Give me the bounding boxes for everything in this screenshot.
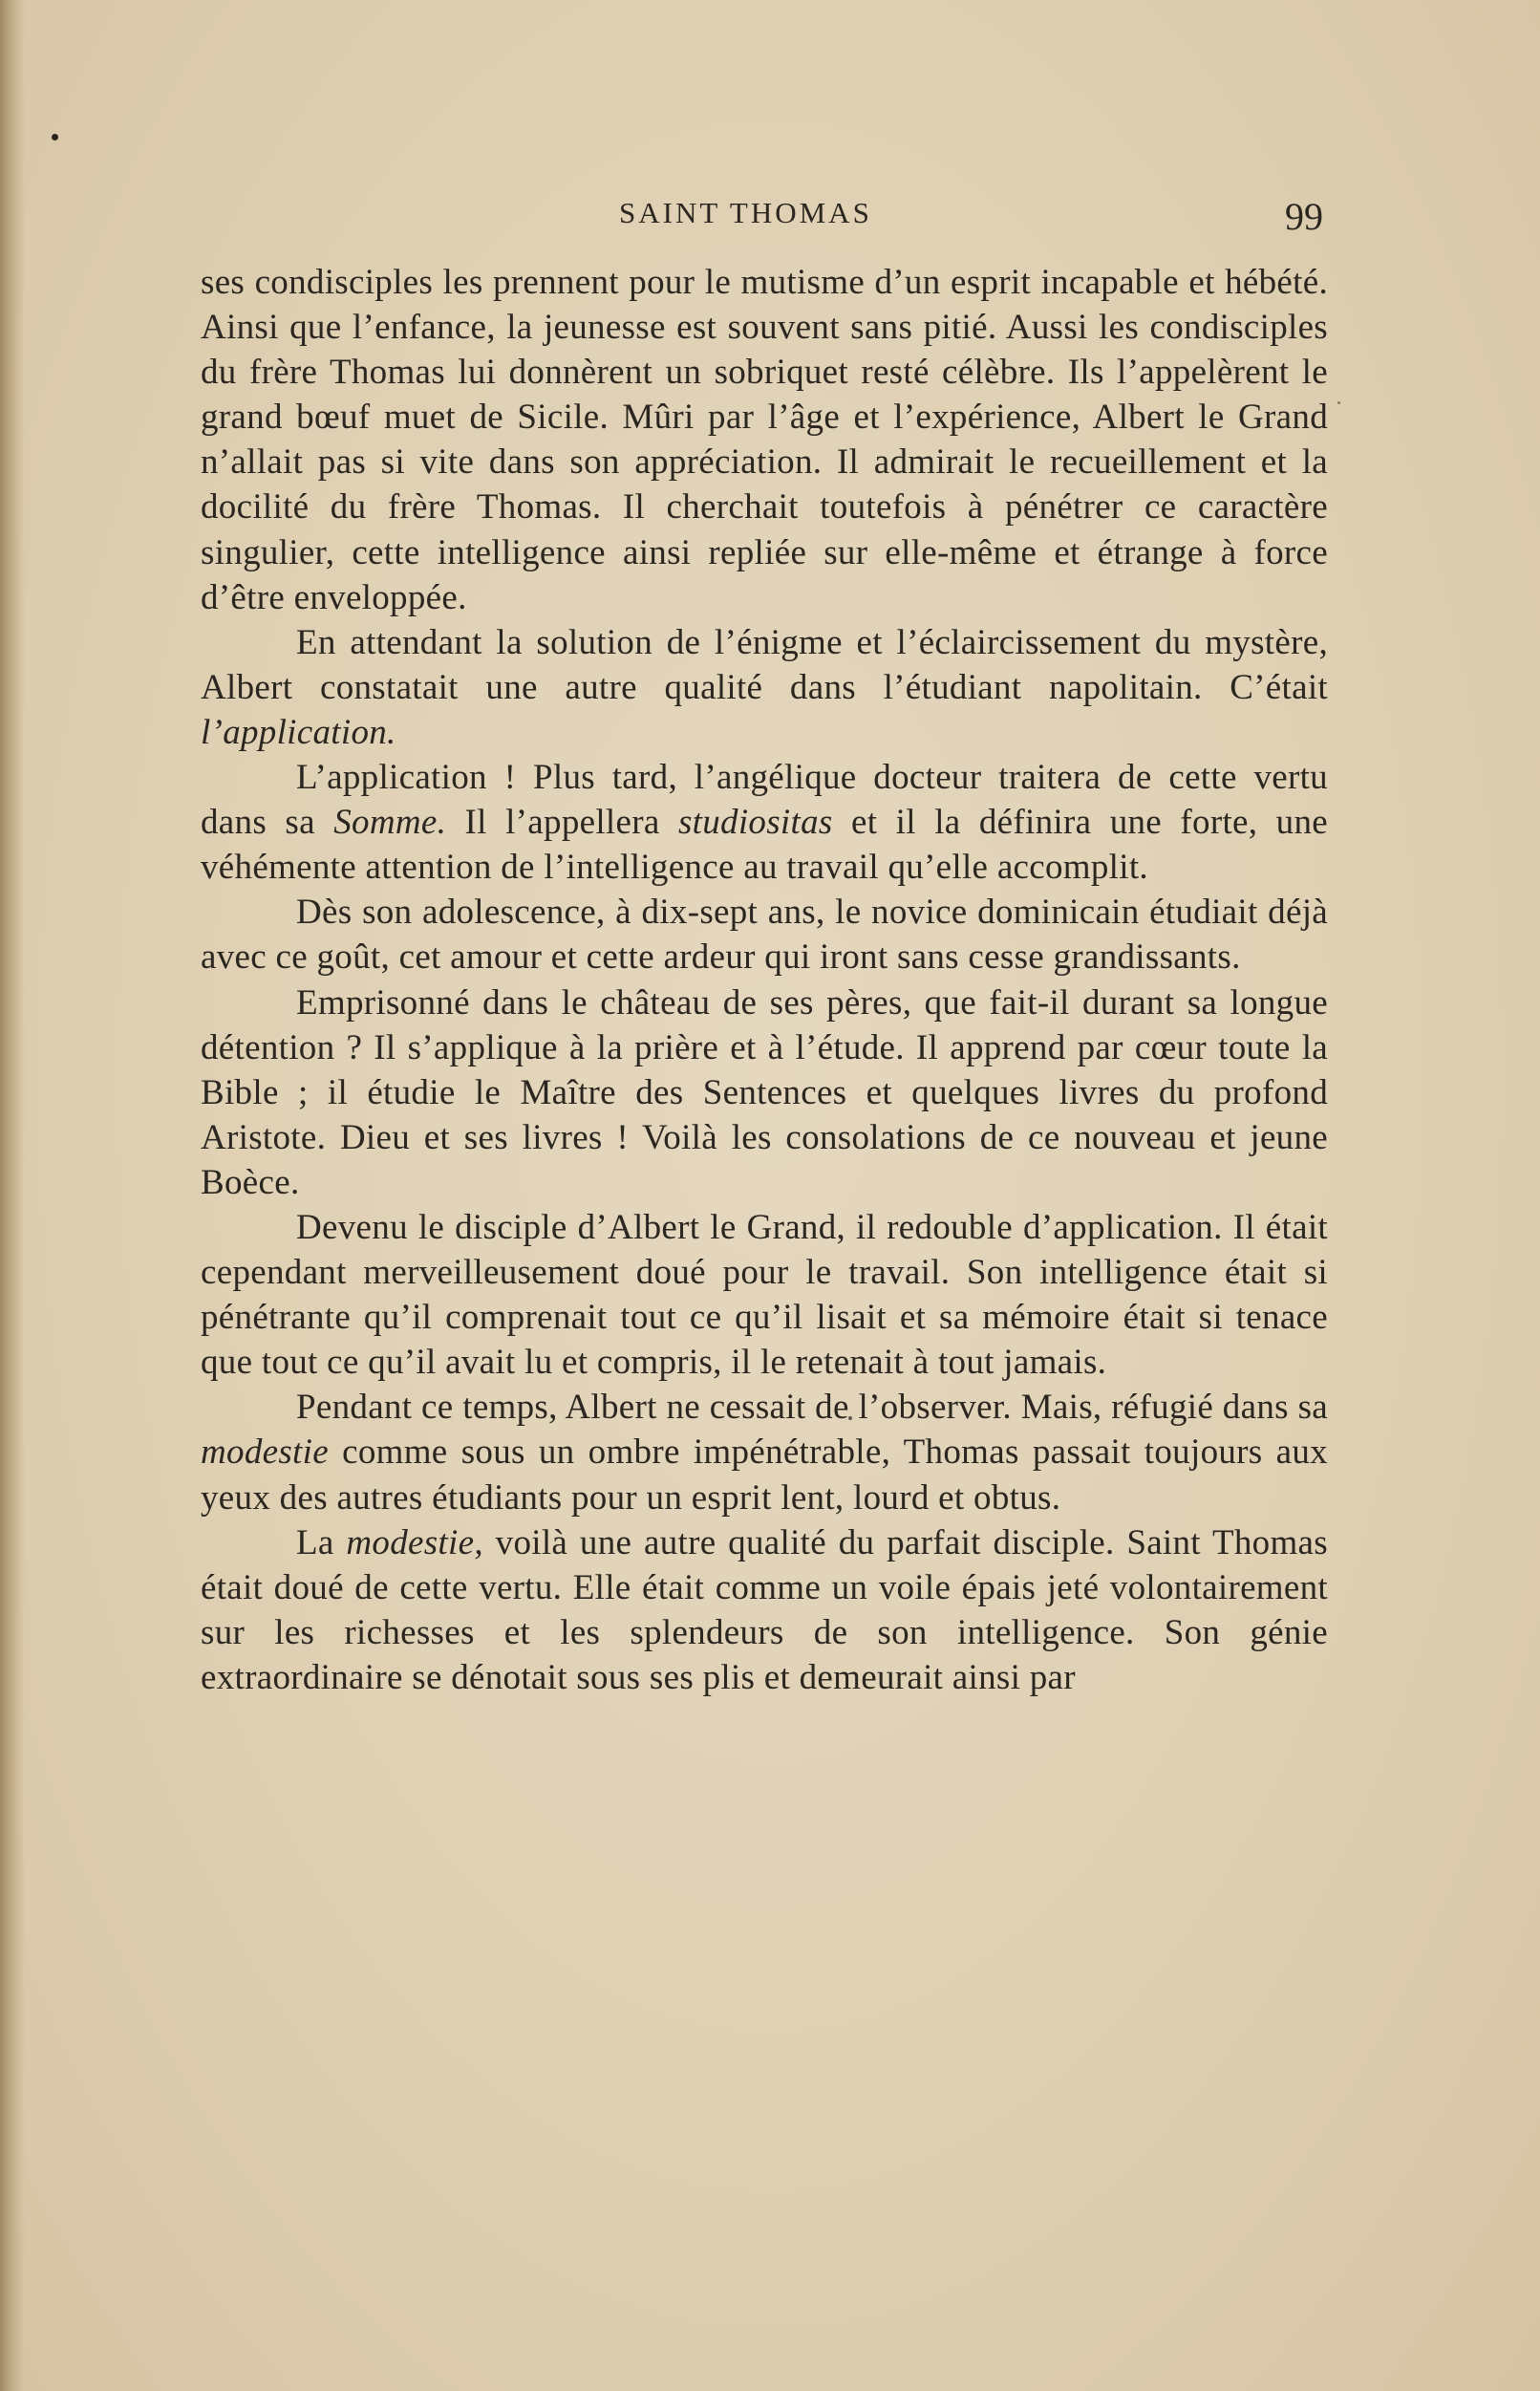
running-title: SAINT THOMAS <box>619 196 872 229</box>
paragraph <box>201 260 1328 620</box>
paragraph-text: L’application ! Plus tard, l’angélique docteur traitera de cette vertu dans sa <box>201 758 1328 843</box>
page-spine-shadow <box>0 0 25 2391</box>
paragraph-text: Il l’appellera <box>446 803 678 843</box>
paragraph <box>201 980 1328 1205</box>
italic-text: studiositas <box>677 803 833 843</box>
ink-speck <box>1337 401 1340 404</box>
paragraph-text: Pendant ce temps, Albert ne cessait de l’observer. Mais, réfugié dans sa <box>296 1388 1328 1428</box>
paragraph <box>201 1520 1328 1700</box>
paragraph <box>201 1385 1328 1519</box>
paragraph <box>201 890 1328 980</box>
italic-text: modestie, <box>346 1522 483 1562</box>
body-text <box>201 260 1328 1700</box>
paragraph-text: et il la définira une forte, une véhémente attention de l’intelligence au travail qu’elle accomplit. <box>201 803 1329 888</box>
paragraph-text: comme sous un ombre impénétrable, Thomas passait toujours aux yeux des autres étudiants pour un esprit lent, lourd et obtus. <box>201 1432 1328 1518</box>
ink-speck <box>52 134 58 140</box>
paragraph-text: En attendant la solution de l’énigme et l’éclaircissement du mystère, Albert constatait une autre qualité dans l’étudiant napolitain. C’était <box>201 622 1328 707</box>
paragraph <box>201 620 1328 755</box>
page-number: 99 <box>1285 195 1323 238</box>
paragraph-text: La <box>296 1522 347 1562</box>
paragraph <box>201 1205 1328 1385</box>
paragraph-text: Emprisonné dans le château de ses pères, que fait-il durant sa longue détention ? Il s’applique à la prière et à l’étude. Il apprend par cœur toute la Bible ; il étudie le Maître des Sentences et quelques livres du profond Aristote. Dieu et ses livres ! Voilà les consolations de ce nouveau et jeune Boèce. <box>201 982 1328 1202</box>
italic-text: l’application. <box>201 712 396 752</box>
paragraph-text: ses condisciples les prennent pour le mutisme d’un esprit incapable et hébété. Ainsi que l’enfance, la jeunesse est souvent sans pitié. Aussi les condisciples du frère Thomas lui donnèrent un sobriquet resté célèbre. Ils l’appelèrent le grand bœuf muet de Sicile. Mûri par l’âge et l’expérience, Albert le Grand n’allait pas si vite dans son appréciation. Il admirait le recueillement et la docilité du frère Thomas. Il cherchait toutefois à pénétrer ce caractère singulier, cette intelligence ainsi repliée sur elle-même et étrange à force d’être enveloppée. <box>201 263 1328 617</box>
paragraph-text: voilà une autre qualité du parfait disciple. Saint Thomas était doué de cette vertu. Elle était comme un voile épais jeté volontairement sur les richesses et les splendeurs de son intelligence. Son génie extraordinaire se dénotait sous ses plis et demeurait ainsi par <box>201 1522 1328 1697</box>
paragraph <box>201 755 1328 890</box>
page-header <box>0 194 1540 238</box>
paragraph-text: Devenu le disciple d’Albert le Grand, il redouble d’application. Il était cependant merveilleusement doué pour le travail. Son intelligence était si pénétrante qu’il comprenait tout ce qu’il lisait et sa mémoire était si tenace que tout ce qu’il avait lu et compris, il le retenait à tout jamais. <box>201 1207 1328 1383</box>
italic-text: modestie <box>201 1432 329 1473</box>
italic-text: Somme. <box>333 803 447 843</box>
paragraph-text: Dès son adolescence, à dix-sept ans, le novice dominicain étudiait déjà avec ce goût, cet amour et cette ardeur qui iront sans cesse grandissants. <box>201 893 1328 978</box>
